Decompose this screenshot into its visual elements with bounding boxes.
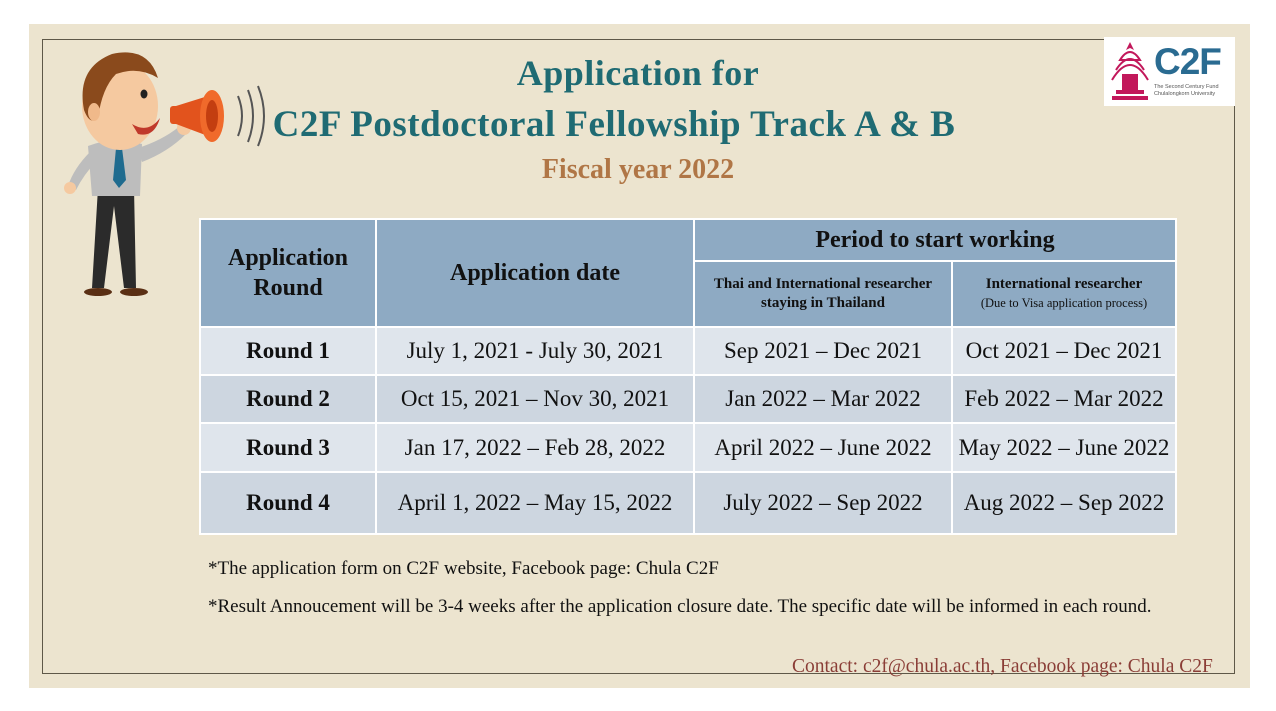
fiscal-year-subtitle: Fiscal year 2022 <box>541 154 735 185</box>
table-row <box>200 375 1176 423</box>
intl-period-cell: Aug 2022 – Sep 2022 <box>952 472 1176 534</box>
thai-period-cell: April 2022 – June 2022 <box>694 423 952 472</box>
header-visa-note: (Due to Visa application process) <box>980 296 1148 310</box>
title-line-2: C2F Postdoctoral Fellowship Track A & B <box>272 104 956 145</box>
date-cell: Jan 17, 2022 – Feb 28, 2022 <box>376 423 694 472</box>
round-cell: Round 4 <box>200 472 376 534</box>
table-row <box>200 423 1176 472</box>
intl-period-cell: Oct 2021 – Dec 2021 <box>952 327 1176 375</box>
note-application-form: *The application form on C2F website, Facebook page: Chula C2F <box>208 558 719 579</box>
contact-info: Contact: c2f@chula.ac.th, Facebook page: Chula C2F <box>792 656 1213 677</box>
intl-period-cell: May 2022 – June 2022 <box>952 423 1176 472</box>
c2f-logo <box>1104 37 1235 106</box>
title-line-1: Application for <box>516 53 760 93</box>
schedule-table <box>199 218 1177 535</box>
round-cell: Round 1 <box>200 327 376 375</box>
thai-period-cell: July 2022 – Sep 2022 <box>694 472 952 534</box>
header-international-researcher: International researcher (Due to Visa application process) <box>952 261 1176 327</box>
date-cell: Oct 15, 2021 – Nov 30, 2021 <box>376 375 694 423</box>
header-thai-researcher: Thai and International researcher staying in Thailand <box>694 261 952 327</box>
logo-text: C2F <box>1154 41 1221 82</box>
header-period-to-start: Period to start working <box>694 219 1176 261</box>
date-cell: April 1, 2022 – May 15, 2022 <box>376 472 694 534</box>
table-row <box>200 472 1176 534</box>
intl-period-cell: Feb 2022 – Mar 2022 <box>952 375 1176 423</box>
chulalongkorn-emblem-icon <box>1108 40 1152 104</box>
logo-subtitle: The Second Century Fund Chulalongkorn University <box>1154 84 1219 97</box>
header-application-date: Application date <box>376 219 694 327</box>
note-result-announcement: *Result Annoucement will be 3-4 weeks after the application closure date. The specific date will be informed in each round. <box>208 596 1152 617</box>
header-application-round: Application Round <box>200 219 376 327</box>
round-cell: Round 2 <box>200 375 376 423</box>
date-cell: July 1, 2021 - July 30, 2021 <box>376 327 694 375</box>
thai-period-cell: Sep 2021 – Dec 2021 <box>694 327 952 375</box>
round-cell: Round 3 <box>200 423 376 472</box>
thai-period-cell: Jan 2022 – Mar 2022 <box>694 375 952 423</box>
table-row <box>200 327 1176 375</box>
